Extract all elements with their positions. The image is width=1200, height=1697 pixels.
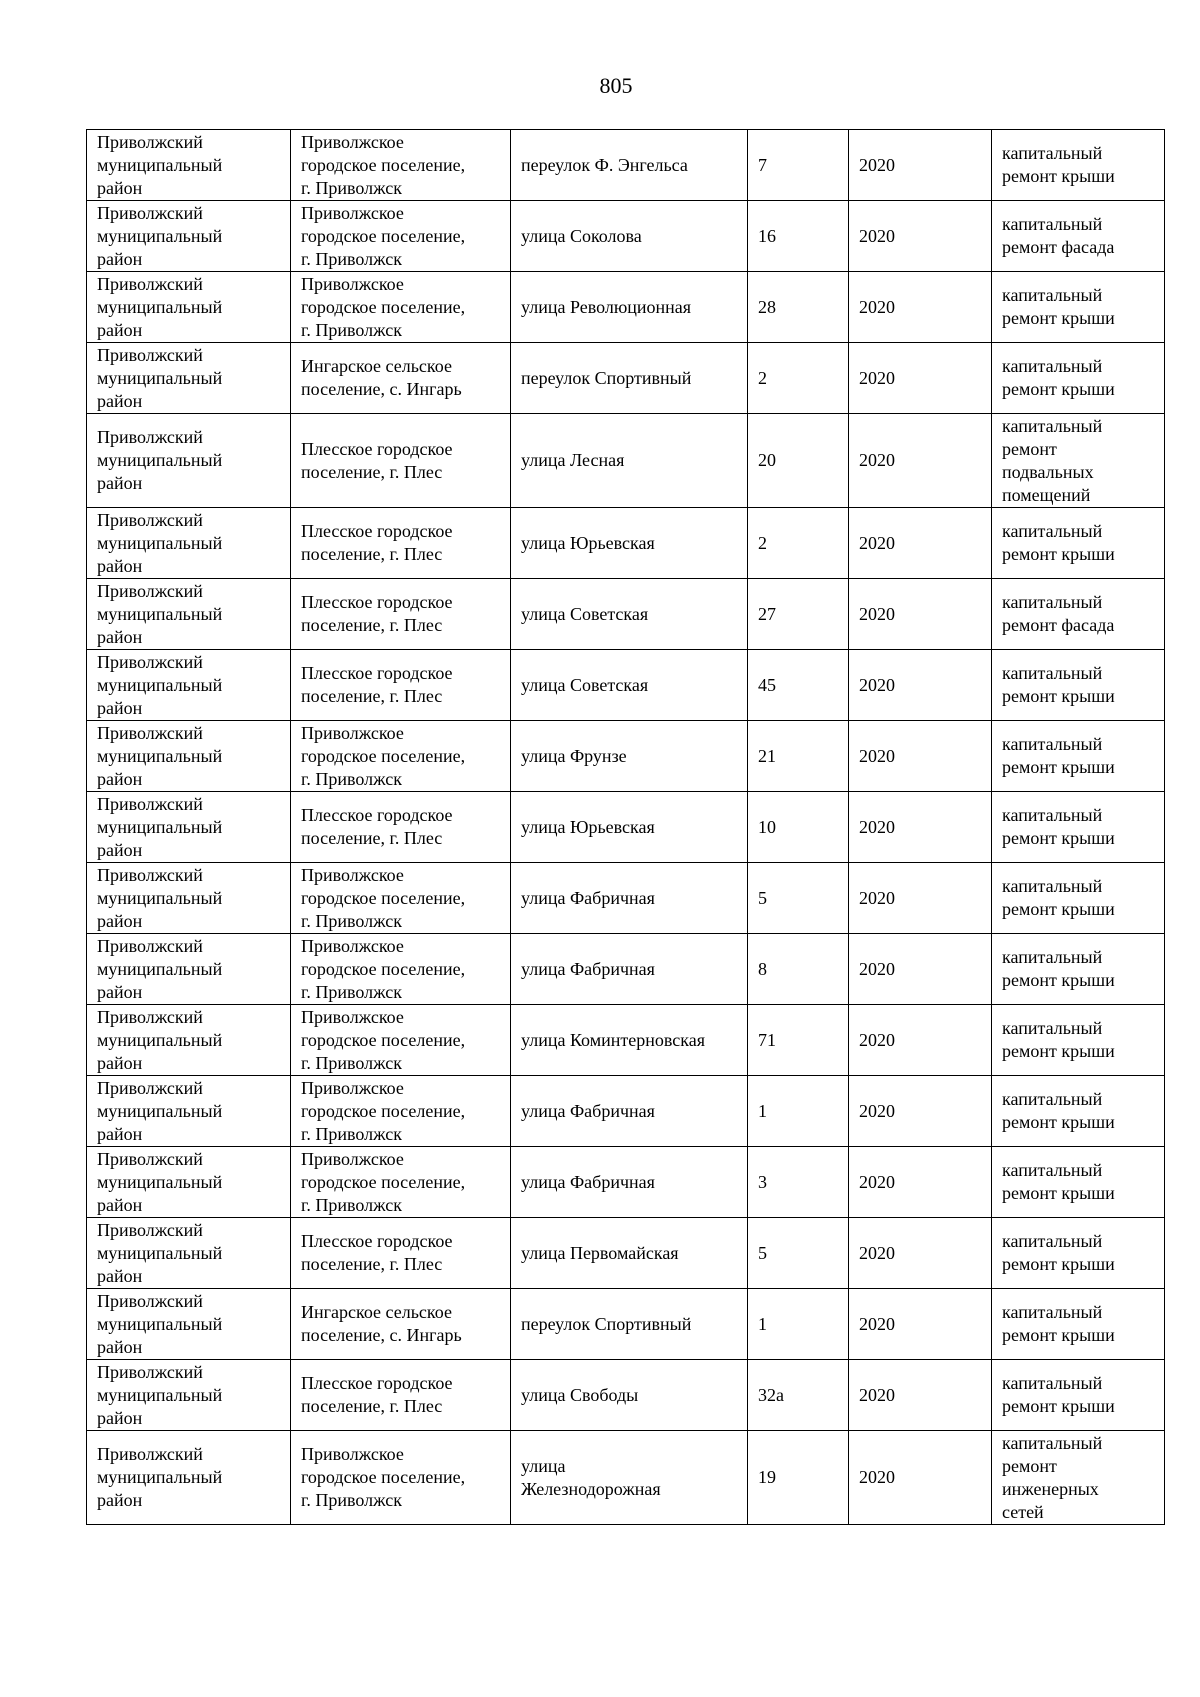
table-row [87, 792, 1165, 863]
settlement-cell: Ингарское сельское поселение, с. Ингарь [291, 343, 511, 414]
year-cell: 2020 [849, 414, 992, 508]
district-cell: Приволжский муниципальный район [87, 1289, 291, 1360]
table-row [87, 1005, 1165, 1076]
year-cell: 2020 [849, 1005, 992, 1076]
table-row [87, 201, 1165, 272]
settlement-cell: Ингарское сельское поселение, с. Ингарь [291, 1289, 511, 1360]
year-cell: 2020 [849, 1360, 992, 1431]
street-cell: улица Лесная [511, 414, 748, 508]
district-cell: Приволжский муниципальный район [87, 343, 291, 414]
settlement-cell: Приволжское городское поселение, г. Приволжск [291, 934, 511, 1005]
settlement-cell: Плесское городское поселение, г. Плес [291, 579, 511, 650]
table-row [87, 272, 1165, 343]
year-cell: 2020 [849, 721, 992, 792]
year-cell: 2020 [849, 1147, 992, 1218]
settlement-cell: Плесское городское поселение, г. Плес [291, 650, 511, 721]
house-number-cell: 45 [748, 650, 849, 721]
year-cell: 2020 [849, 201, 992, 272]
work-type-cell: капитальный ремонт крыши [992, 1147, 1165, 1218]
table-row [87, 863, 1165, 934]
street-cell: улица Советская [511, 579, 748, 650]
work-type-cell: капитальный ремонт крыши [992, 1218, 1165, 1289]
settlement-cell: Приволжское городское поселение, г. Приволжск [291, 201, 511, 272]
year-cell: 2020 [849, 508, 992, 579]
work-type-cell: капитальный ремонт крыши [992, 1289, 1165, 1360]
house-number-cell: 10 [748, 792, 849, 863]
year-cell: 2020 [849, 130, 992, 201]
settlement-cell: Приволжское городское поселение, г. Приволжск [291, 863, 511, 934]
table-row [87, 343, 1165, 414]
settlement-cell: Приволжское городское поселение, г. Приволжск [291, 272, 511, 343]
year-cell: 2020 [849, 1218, 992, 1289]
district-cell: Приволжский муниципальный район [87, 934, 291, 1005]
settlement-cell: Приволжское городское поселение, г. Приволжск [291, 721, 511, 792]
settlement-cell: Приволжское городское поселение, г. Приволжск [291, 130, 511, 201]
street-cell: улица Фабричная [511, 1147, 748, 1218]
street-cell: улица Юрьевская [511, 508, 748, 579]
street-cell: улица Соколова [511, 201, 748, 272]
street-cell: улица Фрунзе [511, 721, 748, 792]
district-cell: Приволжский муниципальный район [87, 650, 291, 721]
work-type-cell: капитальный ремонт крыши [992, 934, 1165, 1005]
house-number-cell: 71 [748, 1005, 849, 1076]
house-number-cell: 28 [748, 272, 849, 343]
work-type-cell: капитальный ремонт крыши [992, 508, 1165, 579]
street-cell: улица Первомайская [511, 1218, 748, 1289]
street-cell: улица Свободы [511, 1360, 748, 1431]
work-type-cell: капитальный ремонт крыши [992, 343, 1165, 414]
work-type-cell: капитальный ремонт подвальных помещений [992, 414, 1165, 508]
house-number-cell: 5 [748, 863, 849, 934]
street-cell: улица Революционная [511, 272, 748, 343]
house-number-cell: 21 [748, 721, 849, 792]
table-row [87, 650, 1165, 721]
district-cell: Приволжский муниципальный район [87, 1147, 291, 1218]
work-type-cell: капитальный ремонт фасада [992, 579, 1165, 650]
street-cell: улица Юрьевская [511, 792, 748, 863]
district-cell: Приволжский муниципальный район [87, 272, 291, 343]
district-cell: Приволжский муниципальный район [87, 130, 291, 201]
house-number-cell: 19 [748, 1431, 849, 1525]
table-row [87, 414, 1165, 508]
work-type-cell: капитальный ремонт крыши [992, 1360, 1165, 1431]
work-type-cell: капитальный ремонт фасада [992, 201, 1165, 272]
year-cell: 2020 [849, 1289, 992, 1360]
table-row [87, 721, 1165, 792]
house-number-cell: 16 [748, 201, 849, 272]
house-number-cell: 8 [748, 934, 849, 1005]
house-number-cell: 27 [748, 579, 849, 650]
street-cell: переулок Спортивный [511, 343, 748, 414]
year-cell: 2020 [849, 1431, 992, 1525]
settlement-cell: Приволжское городское поселение, г. Приволжск [291, 1431, 511, 1525]
year-cell: 2020 [849, 792, 992, 863]
page-number: 805 [599, 73, 633, 98]
repair-register-table [86, 129, 1165, 1525]
district-cell: Приволжский муниципальный район [87, 863, 291, 934]
work-type-cell: капитальный ремонт крыши [992, 272, 1165, 343]
work-type-cell: капитальный ремонт крыши [992, 1076, 1165, 1147]
table-row [87, 1289, 1165, 1360]
street-cell: улица Фабричная [511, 934, 748, 1005]
district-cell: Приволжский муниципальный район [87, 579, 291, 650]
street-cell: переулок Спортивный [511, 1289, 748, 1360]
year-cell: 2020 [849, 272, 992, 343]
table-row [87, 1147, 1165, 1218]
work-type-cell: капитальный ремонт крыши [992, 863, 1165, 934]
house-number-cell: 1 [748, 1289, 849, 1360]
house-number-cell: 7 [748, 130, 849, 201]
district-cell: Приволжский муниципальный район [87, 1076, 291, 1147]
district-cell: Приволжский муниципальный район [87, 792, 291, 863]
table-row [87, 934, 1165, 1005]
house-number-cell: 20 [748, 414, 849, 508]
year-cell: 2020 [849, 579, 992, 650]
work-type-cell: капитальный ремонт крыши [992, 1005, 1165, 1076]
table-row [87, 1218, 1165, 1289]
house-number-cell: 1 [748, 1076, 849, 1147]
house-number-cell: 2 [748, 343, 849, 414]
house-number-cell: 5 [748, 1218, 849, 1289]
street-cell: улица Фабричная [511, 1076, 748, 1147]
settlement-cell: Плесское городское поселение, г. Плес [291, 414, 511, 508]
district-cell: Приволжский муниципальный район [87, 1218, 291, 1289]
settlement-cell: Приволжское городское поселение, г. Приволжск [291, 1076, 511, 1147]
table-row [87, 1360, 1165, 1431]
settlement-cell: Приволжское городское поселение, г. Приволжск [291, 1147, 511, 1218]
table-body [87, 130, 1165, 1525]
table-row [87, 508, 1165, 579]
year-cell: 2020 [849, 650, 992, 721]
table-row [87, 130, 1165, 201]
district-cell: Приволжский муниципальный район [87, 721, 291, 792]
work-type-cell: капитальный ремонт крыши [992, 130, 1165, 201]
house-number-cell: 2 [748, 508, 849, 579]
street-cell: улица Фабричная [511, 863, 748, 934]
house-number-cell: 32а [748, 1360, 849, 1431]
settlement-cell: Плесское городское поселение, г. Плес [291, 1360, 511, 1431]
work-type-cell: капитальный ремонт инженерных сетей [992, 1431, 1165, 1525]
street-cell: переулок Ф. Энгельса [511, 130, 748, 201]
year-cell: 2020 [849, 1076, 992, 1147]
settlement-cell: Плесское городское поселение, г. Плес [291, 1218, 511, 1289]
settlement-cell: Приволжское городское поселение, г. Приволжск [291, 1005, 511, 1076]
district-cell: Приволжский муниципальный район [87, 508, 291, 579]
table-row [87, 1076, 1165, 1147]
street-cell: улица Железнодорожная [511, 1431, 748, 1525]
district-cell: Приволжский муниципальный район [87, 1360, 291, 1431]
street-cell: улица Коминтерновская [511, 1005, 748, 1076]
street-cell: улица Советская [511, 650, 748, 721]
house-number-cell: 3 [748, 1147, 849, 1218]
settlement-cell: Плесское городское поселение, г. Плес [291, 508, 511, 579]
district-cell: Приволжский муниципальный район [87, 1005, 291, 1076]
work-type-cell: капитальный ремонт крыши [992, 650, 1165, 721]
district-cell: Приволжский муниципальный район [87, 414, 291, 508]
table-row [87, 1431, 1165, 1525]
year-cell: 2020 [849, 343, 992, 414]
settlement-cell: Плесское городское поселение, г. Плес [291, 792, 511, 863]
district-cell: Приволжский муниципальный район [87, 1431, 291, 1525]
table-row [87, 579, 1165, 650]
year-cell: 2020 [849, 863, 992, 934]
year-cell: 2020 [849, 934, 992, 1005]
district-cell: Приволжский муниципальный район [87, 201, 291, 272]
work-type-cell: капитальный ремонт крыши [992, 792, 1165, 863]
work-type-cell: капитальный ремонт крыши [992, 721, 1165, 792]
